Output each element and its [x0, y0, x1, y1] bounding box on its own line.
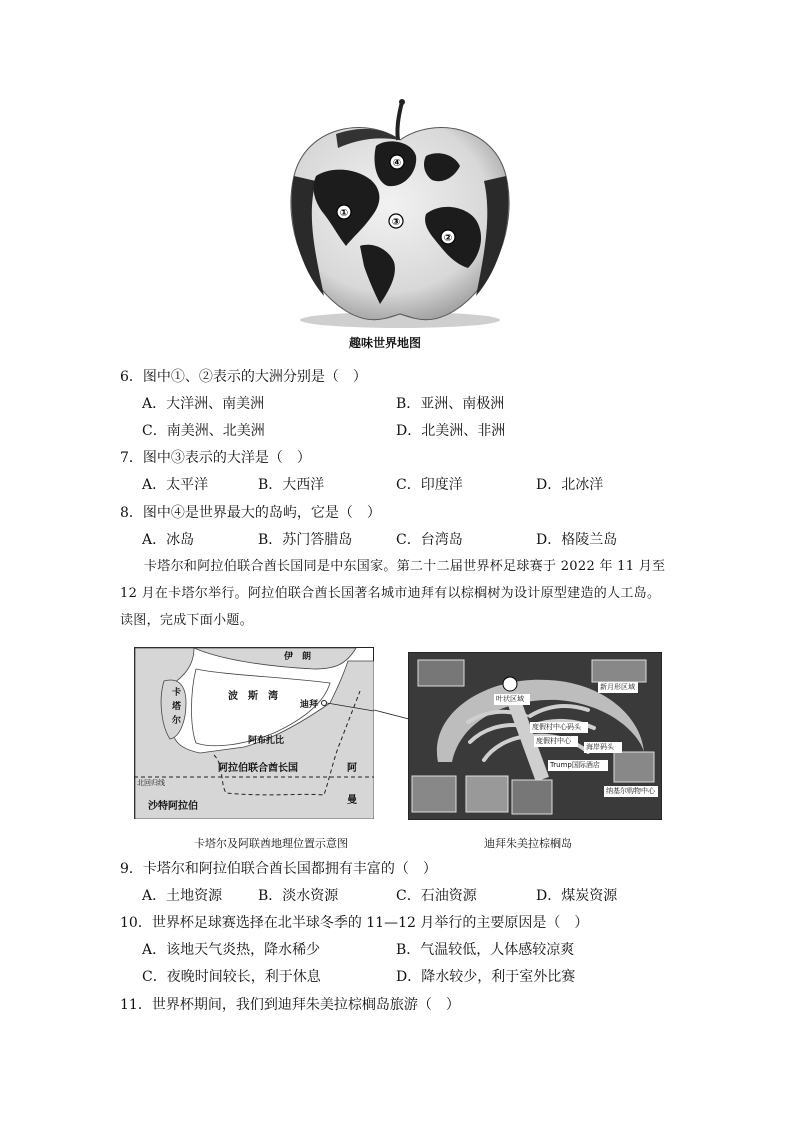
qatar-uae-location-map — [134, 647, 374, 819]
question-10-option-b: B．气温较低，人体感较凉爽 — [396, 942, 575, 958]
label-abu-dhabi: 阿布扎比 — [248, 736, 285, 746]
question-10-option-c: C．夜晚时间较长，利于休息 — [142, 969, 321, 985]
question-7-stem: 7．图中③表示的大洋是（ ） — [120, 450, 311, 466]
question-10-stem: 10．世界杯足球赛选择在北半球冬季的 11—12 月举行的主要原因是（ ） — [120, 915, 589, 931]
marker-1: ① — [339, 208, 349, 219]
question-11-stem: 11．世界杯期间，我们到迪拜朱美拉棕榈岛旅游（ ） — [120, 997, 460, 1013]
label-oman-1: 阿 — [347, 763, 357, 774]
label-persian-gulf: 波 斯 湾 — [228, 691, 278, 702]
marker-2: ② — [443, 233, 453, 244]
question-7-option-b: B．大西洋 — [258, 477, 325, 493]
palm-label-mall: 纳基尔购物中心 — [606, 787, 655, 795]
apple-image — [276, 96, 524, 328]
marker-4: ④ — [392, 158, 402, 169]
figure1-caption: 趣味世界地图 — [349, 336, 422, 350]
question-8-option-d: D．格陵兰岛 — [536, 532, 618, 548]
left-map-caption: 卡塔尔及阿联酋地理位置示意图 — [194, 837, 348, 850]
question-6-stem: 6．图中①、②表示的大洲分别是（ ） — [120, 369, 367, 385]
question-8-option-c: C．台湾岛 — [396, 532, 463, 548]
question-8-stem: 8．图中④是世界最大的岛屿，它是（ ） — [120, 505, 381, 521]
label-dubai: 迪拜 — [300, 700, 319, 710]
question-8-option-b: B．苏门答腊岛 — [258, 532, 353, 548]
question-7-option-c: C．印度洋 — [396, 477, 463, 493]
palm-label-frond: 叶状区域 — [496, 695, 524, 703]
palm-label-resort-center: 度假村中心 — [536, 737, 571, 745]
question-9-stem: 9．卡塔尔和阿拉伯联合酋长国都拥有丰富的（ ） — [120, 861, 437, 877]
label-uae: 阿拉伯联合酋长国 — [218, 763, 298, 774]
label-qatar-3: 尔 — [172, 716, 182, 726]
question-9-option-c: C．石油资源 — [396, 888, 477, 904]
label-qatar-1: 卡 — [172, 688, 182, 698]
palm-label-resort-pier: 度假村中心码头 — [532, 723, 581, 731]
question-7-option-d: D．北冰洋 — [536, 477, 604, 493]
palm-jumeirah-photo — [408, 652, 662, 820]
question-6-option-b: B．亚洲、南极洲 — [396, 396, 505, 412]
label-iran: 伊 朗 — [284, 652, 312, 662]
question-9-option-a: A．土地资源 — [142, 888, 223, 904]
question-10-option-d: D．降水较少，利于室外比赛 — [396, 969, 576, 985]
question-6-option-c: C．南美洲、北美洲 — [142, 423, 265, 439]
question-6-option-a: A．大洋洲、南美洲 — [142, 396, 265, 412]
palm-label-trump-hotel: Trump国际酒店 — [550, 761, 600, 769]
palm-label-crescent: 新月形区域 — [600, 683, 635, 691]
question-9-option-b: B．淡水资源 — [258, 888, 339, 904]
question-8-option-a: A．冰岛 — [142, 532, 195, 548]
label-qatar-2: 塔 — [172, 702, 182, 712]
intro-line-3: 读图，完成下面小题。 — [120, 613, 254, 628]
apple-world-map-figure — [276, 96, 524, 328]
palm-label-coast-pier: 海岸码头 — [586, 743, 614, 751]
label-tropic: 北回归线 — [137, 779, 165, 787]
question-7-option-a: A．太平洋 — [142, 477, 209, 493]
question-10-option-a: A．该地天气炎热，降水稀少 — [142, 942, 321, 958]
intro-line-1: 卡塔尔和阿拉伯联合酋长国同是中东国家。第二十二届世界杯足球赛于 2022 年 11 月至 — [144, 559, 666, 574]
label-oman-2: 曼 — [347, 795, 357, 806]
label-saudi-arabia: 沙特阿拉伯 — [148, 801, 198, 812]
question-9-option-d: D．煤炭资源 — [536, 888, 618, 904]
question-6-option-d: D．北美洲、非洲 — [396, 423, 506, 439]
marker-3: ③ — [391, 217, 401, 228]
right-map-caption: 迪拜朱美拉棕榈岛 — [484, 837, 572, 850]
intro-line-2: 12 月在卡塔尔举行。阿拉伯联合酋长国著名城市迪拜有以棕榈树为设计原型建造的人工岛。 — [120, 586, 661, 601]
